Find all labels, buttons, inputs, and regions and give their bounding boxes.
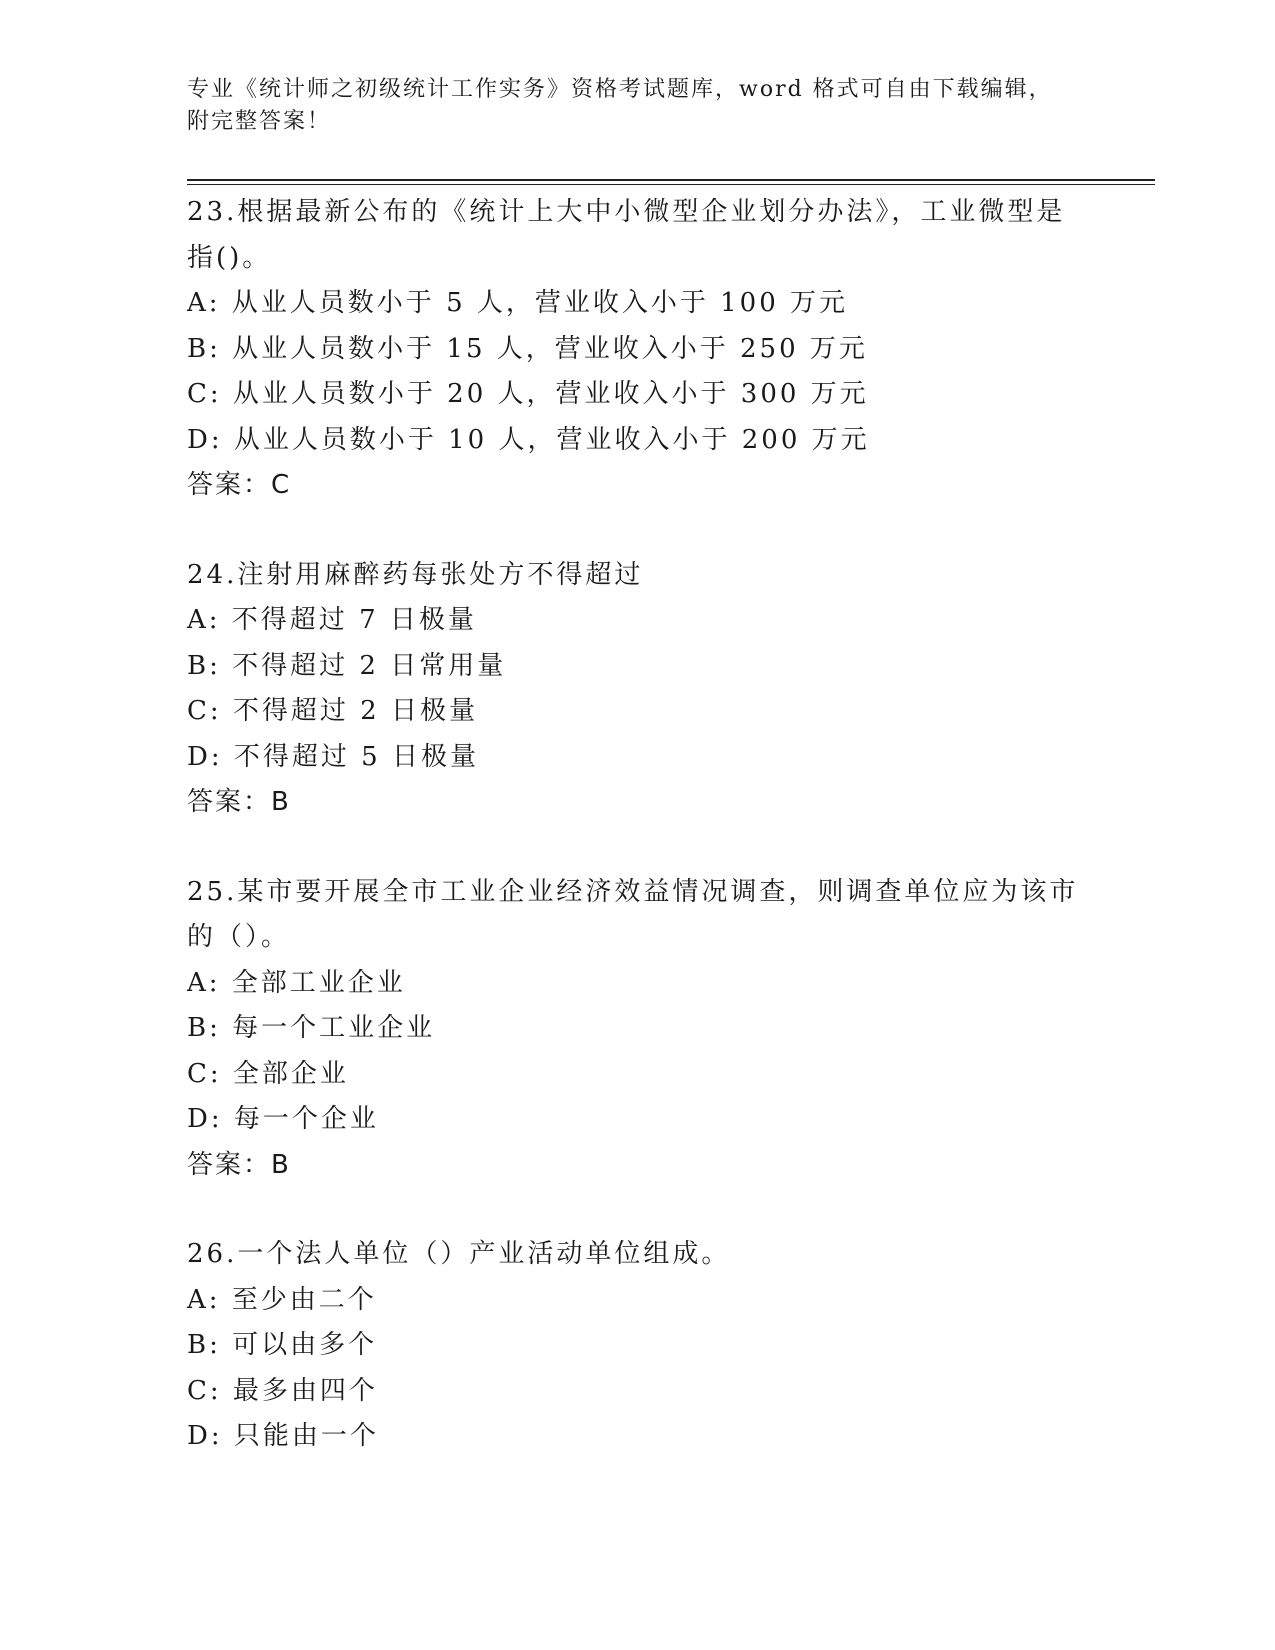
header-divider-thin: [187, 184, 1155, 185]
option-c: C: 不得超过 2 日极量: [187, 696, 478, 726]
intro-line-1: 专业《统计师之初级统计工作实务》资格考试题库，word 格式可自由下载编辑，: [187, 77, 1053, 102]
option-c: C: 从业人员数小于 20 人，营业收入小于 300 万元: [187, 379, 869, 409]
question-25: [187, 870, 1087, 1189]
question-stem: 26.一个法人单位（）产业活动单位组成。: [187, 1239, 731, 1269]
option-b: B: 从业人员数小于 15 人，营业收入小于 250 万元: [187, 333, 868, 364]
question-list: [187, 190, 1087, 1504]
option-d: D: 每一个企业: [187, 1104, 379, 1134]
answer-line: 答案：B: [187, 787, 291, 817]
question-26: [187, 1232, 1087, 1460]
header-divider-thick: [187, 179, 1155, 181]
document-intro: [187, 74, 1087, 138]
option-a: A: 从业人员数小于 5 人，营业收入小于 100 万元: [187, 288, 849, 318]
option-a: A: 至少由二个: [187, 1284, 377, 1315]
question-23: [187, 190, 1087, 509]
intro-line-2: 附完整答案！: [187, 109, 332, 134]
question-stem: 24.注射用麻醉药每张处方不得超过: [187, 559, 644, 590]
option-a: A: 不得超过 7 日极量: [187, 605, 477, 635]
option-b: B: 每一个工业企业: [187, 1013, 436, 1043]
option-a: A: 全部工业企业: [187, 967, 406, 998]
answer-line: 答案：C: [187, 470, 292, 500]
option-b: B: 可以由多个: [187, 1330, 378, 1360]
question-stem-continued: 指()。: [187, 242, 272, 273]
answer-line: 答案：B: [187, 1149, 291, 1180]
option-c: C: 全部企业: [187, 1058, 349, 1089]
question-stem-continued: 的（）。: [187, 922, 291, 952]
option-d: D: 不得超过 5 日极量: [187, 741, 479, 772]
question-24: [187, 553, 1087, 826]
question-stem: 25.某市要开展全市工业企业经济效益情况调查，则调查单位应为该市: [187, 876, 1079, 907]
option-c: C: 最多由四个: [187, 1375, 378, 1406]
question-stem: 23.根据最新公布的《统计上大中小微型企业划分办法》，工业微型是: [187, 197, 1066, 227]
option-d: D: 只能由一个: [187, 1421, 379, 1451]
option-b: B: 不得超过 2 日常用量: [187, 650, 507, 681]
option-d: D: 从业人员数小于 10 人，营业收入小于 200 万元: [187, 424, 870, 455]
